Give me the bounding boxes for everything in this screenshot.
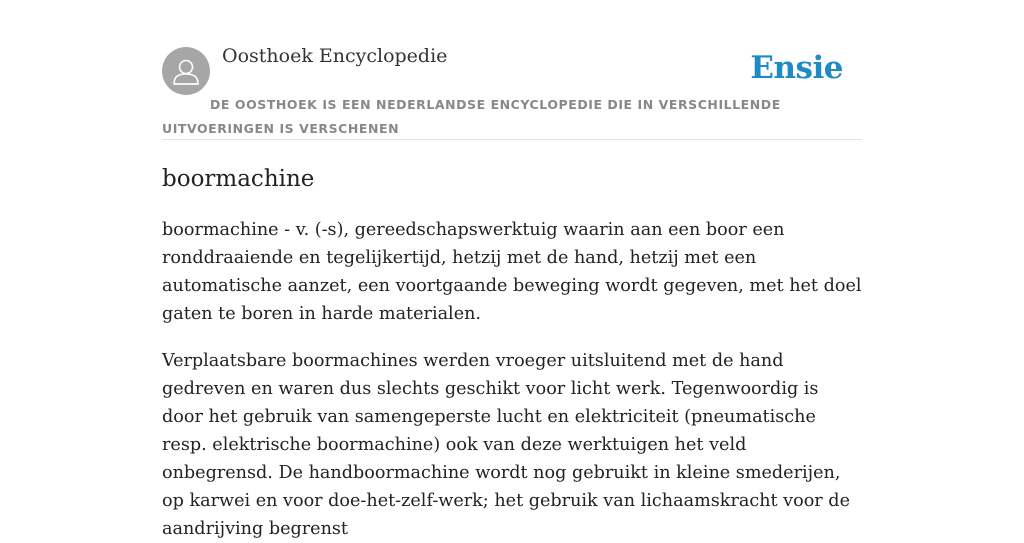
user-icon — [162, 47, 210, 95]
article-paragraph: Verplaatsbare boormachines werden vroeger uitsluitend met de hand gedreven en waren dus slechts geschikt voor licht werk. Tegenwoordig is door het gebruik van samengeperste lucht en elektriciteit (pneumatische resp. elektrische boormachine) ook van deze werktuigen het veld onbegrensd. De handboormachine wordt nog gebruikt in kleine smederijen, op karwei en voor doe-het-zelf-werk; het gebruik van lichaamskracht voor de aandrijving begrenst — [162, 351, 850, 539]
article-title: boormachine — [162, 166, 315, 192]
ensie-logo-link[interactable]: Ensie — [750, 50, 843, 86]
article-paragraph: boormachine - v. (-s), gereedschapswerktuig waarin aan een boor een ronddraaiende en tegelijkertijd, hetzij met de hand, hetzij met een automatische aanzet, een voortgaande beweging wordt gegeven, met het doel gaten te boren in harde materialen. — [162, 220, 862, 324]
source-name-link[interactable]: Oosthoek Encyclopedie — [222, 45, 448, 67]
source-description: DE OOSTHOEK IS EEN NEDERLANDSE ENCYCLOPEDIE DIE IN VERSCHILLENDE UITVOERINGEN IS VERSCHENEN — [162, 97, 781, 136]
source-avatar[interactable] — [162, 47, 210, 95]
article — [162, 160, 862, 543]
source-header — [162, 44, 862, 140]
